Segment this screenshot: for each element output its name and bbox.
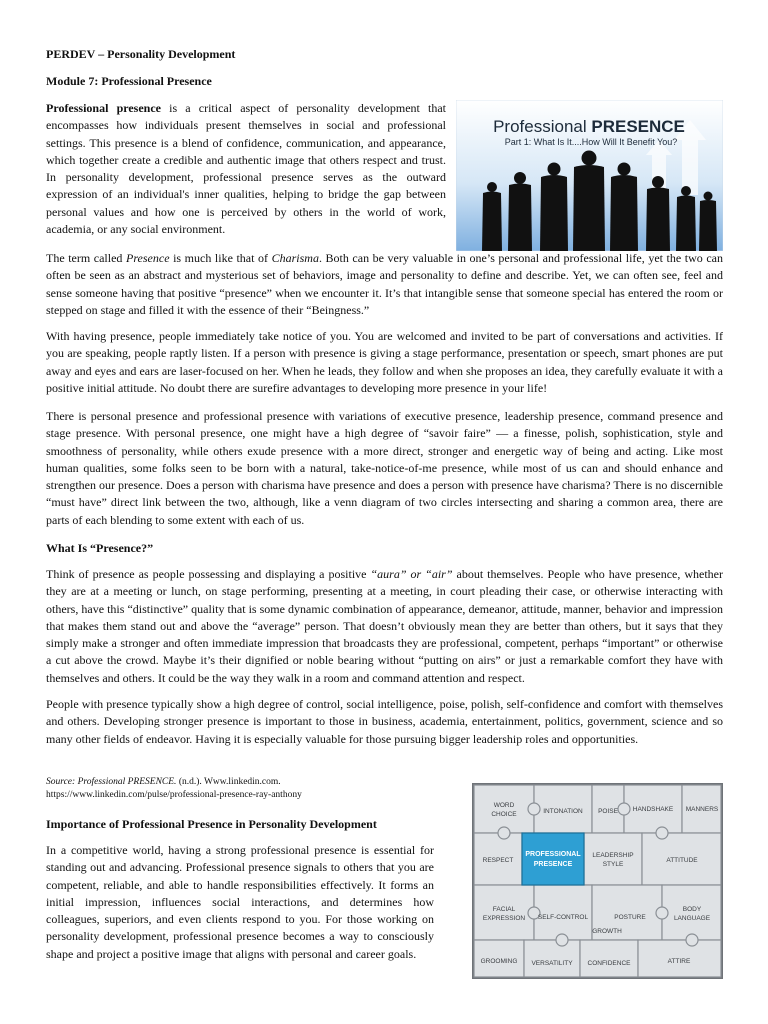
source-citation [46, 776, 466, 802]
intro-lead: Professional presence [46, 101, 162, 115]
aura-air-italic: “aura” or “air” [370, 567, 453, 581]
presence-text-1: The term called [46, 251, 126, 265]
puzzle-piece-facial: FACIAL [492, 906, 516, 913]
puzzle-piece-attire: ATTIRE [667, 958, 691, 965]
types-paragraph: There is personal presence and professional presence with variations of executive presence, leadership presence, command presence and stage presence. With personal presence, one might have a high degree of “savoir faire” — a finesse, polish, sophistication, style and smoothness of personality, while others exude presence with a more direct, stronger and energetic way of being and acting. Like most human qualities, some folks seen to be born with a natural, take-notice-of-me presence, while most of us can and should enhance and strengthen our presence. Does a person with charisma have presence and does a person with presence have charisma? There is no discernible “must have” direct link between the two, although, like a venn diagram of two circles intersecting and sharing a common area, there are parts of each blending to some extent with each of us. [46, 409, 723, 527]
hero-subtitle: Part 1: What Is It....How Will It Benefit You? [504, 137, 678, 147]
puzzle-piece-manners: MANNERS [685, 806, 719, 813]
presence-text-2: is much like that of [169, 251, 272, 265]
puzzle-piece-confidence: CONFIDENCE [587, 960, 631, 967]
presence-italic-presence: Presence [126, 251, 170, 265]
puzzle-piece-expression: EXPRESSION [482, 915, 526, 922]
svg-text:Professional PRESENCE [493, 117, 685, 136]
source-url[interactable]: https://www.linkedin.com/pulse/professional-presence-ray-anthony [46, 790, 302, 800]
puzzle-piece-intonation: INTONATION [543, 808, 583, 815]
puzzle-piece-word: WORD [493, 802, 515, 809]
what-is-presence-heading: What Is “Presence?” [46, 541, 154, 555]
puzzle-piece-posture: POSTURE [614, 914, 646, 921]
hero-title-1: Professional [493, 117, 587, 136]
presence-paragraph [46, 250, 723, 319]
source-rest: (n.d.). Www.linkedin.com. [176, 777, 281, 787]
control-paragraph: People with presence typically show a high degree of control, social intelligence, poise, polish, self-confidence and comfort with themselves and others. Developing stronger presence is important to those in business, academia, entertainment, politics, government, science and so many other fields of endeavor. Having it is especially valuable for those pursuing bigger leadership roles and opportunities. [46, 697, 723, 746]
what-is-presence-paragraph [46, 566, 723, 687]
puzzle-piece-leadership: LEADERSHIP [592, 852, 634, 859]
module-title: Module 7: Professional Presence [46, 74, 212, 88]
puzzle-piece-language: LANGUAGE [673, 915, 711, 922]
importance-heading: Importance of Professional Presence in Personality Development [46, 817, 377, 831]
puzzle-piece-choice: CHOICE [491, 811, 517, 818]
importance-paragraph: In a competitive world, having a strong professional presence is essential for standing out and advancing. Professional presence signals to others that you are competent, reliable, and able to handle responsibilities effectively. It forms an initial impression, influences social interactions, and determines how colleagues, superiors, and even clients respond to you. For those working on personality development, professional presence becomes a way to consciously shape and project a positive image that aligns with personal and career goals. [46, 843, 434, 961]
what-text-2: about themselves. People who have presence, whether they are at a meeting or lunch, on stage performing, presenting at a meeting, in court pleading their case, or otherwise interacting with others, have this “distinctive” quality that is some dynamic combination of appearance, demeanor, attitude, manner, behavior and impression that makes them stand out and above the “average” person. That doesn’t obviously mean they are better than others, but it says that they simply make a stronger and often immediate impression that broadcasts they are professional, competent, perhaps “important” or otherwise a cut above the crowd. Maybe it’s their dignified or noble bearing without “putting on airs” or just a remarkable comfort they have with themselves and others. It could be the way they walk in a room and command attention and respect. [46, 567, 723, 685]
puzzle-piece-attitude: ATTITUDE [666, 857, 698, 864]
puzzle-piece-body: BODY [682, 906, 702, 913]
presence-text-3: . Both can be very valuable in one’s personal and professional life, yet the two can often be seen as an abstract and mysterious set of behaviors, image and personality to define and describe. Yet, we can often see, feel and sense someone having that positive “presence” when we encounter it. It’s that intangible sense that someone special has entered the room or stepped on stage and filled it with the essence of their “Beingness.” [46, 251, 723, 317]
puzzle-piece-respect: RESPECT [482, 857, 514, 864]
puzzle-center-2: PRESENCE [533, 861, 573, 868]
intro-text: is a critical aspect of personality development that encompasses how individuals present themselves in social and professional settings. This presence is a blend of confidence, communication, and appearance, which together create a credible and authentic image that others respect and trust. In personality development, professional presence serves as the outward expression of an individual's inner qualities, helping to bridge the gap between personal values and how one is perceived by others in the world of work, academia, or any social environment. [46, 101, 446, 237]
puzzle-piece-grooming: GROOMING [480, 958, 518, 965]
hero-title-2: PRESENCE [591, 117, 685, 136]
presence-puzzle-image [472, 783, 723, 979]
puzzle-piece-versatility: VERSATILITY [531, 960, 573, 967]
puzzle-piece-style: STYLE [602, 861, 624, 868]
puzzle-piece-handshake: HANDSHAKE [632, 806, 674, 813]
document-title: PERDEV – Personality Development [46, 47, 236, 61]
intro-paragraph [46, 100, 446, 238]
puzzle-center-1: PROFESSIONAL [525, 851, 581, 858]
what-text-1: Think of presence as people possessing and displaying a positive [46, 567, 371, 581]
puzzle-piece-poise: POISE [598, 808, 618, 815]
puzzle-piece-self-control: SELF-CONTROL [537, 914, 589, 921]
source-label: Source: Professional PRESENCE. [46, 777, 177, 787]
puzzle-piece-growth: GROWTH [592, 928, 622, 935]
professional-presence-image [456, 100, 723, 251]
presence-italic-charisma: Charisma [271, 251, 319, 265]
notice-paragraph: With having presence, people immediately take notice of you. You are welcomed and invited to be part of conversations and activities. If you are speaking, people raptly listen. If a person with presence is giving a stage performance, presentation or speech, smart phones are put away and eyes and ears are laser-focused on her. When he leads, they follow and when she proposes an idea, they carefully evaluate it with a positive initial attitude. No doubt there are surefire advantages to developing more presence in your life! [46, 329, 723, 395]
